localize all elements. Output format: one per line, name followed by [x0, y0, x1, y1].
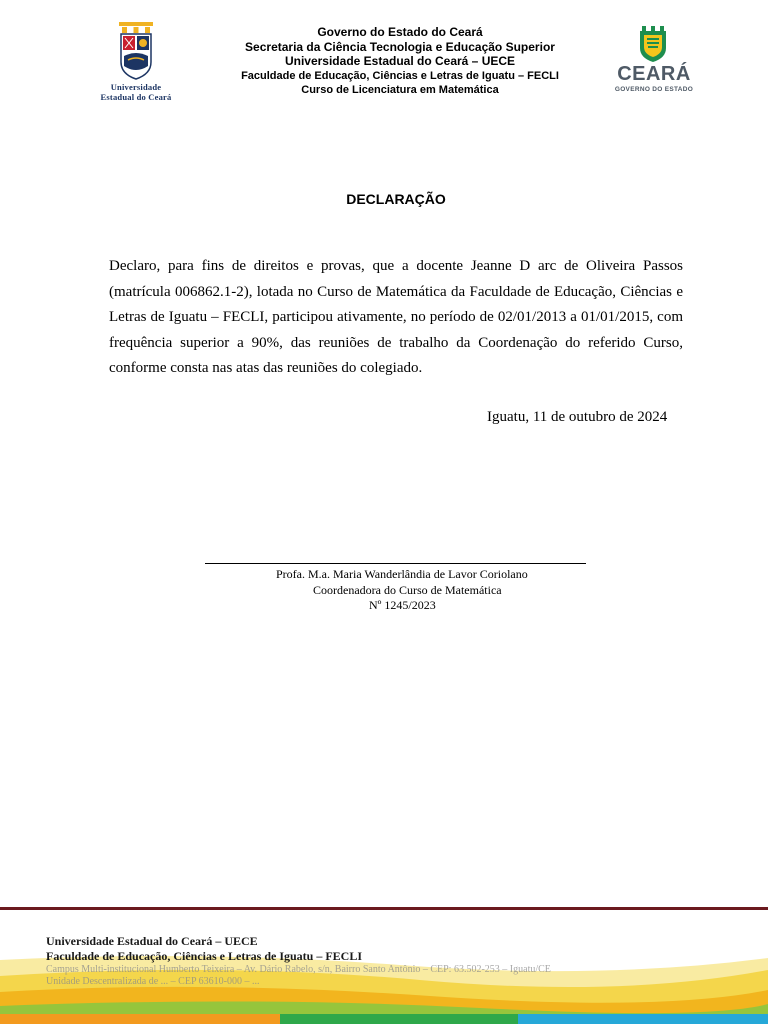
ceara-shield-icon: [639, 26, 667, 62]
letterhead-line-course: Curso de Licenciatura em Matemática: [301, 84, 499, 96]
letterhead-line-faculty: Faculdade de Educação, Ciências e Letras de Iguatu – FECLI: [241, 69, 559, 82]
footer-unit-address: Unidade Descentralizada de ... – CEP 63610-000 – ...: [46, 976, 260, 987]
signature-line: [205, 563, 586, 564]
uece-logo-line2: Estadual do Ceará: [100, 92, 172, 102]
footer-address: [46, 934, 746, 988]
uece-logo-line1: Universidade: [110, 82, 162, 92]
footer-university: Universidade Estadual do Ceará – UECE: [46, 934, 258, 948]
letterhead-line-university: Universidade Estadual do Ceará – UECE: [284, 54, 516, 68]
uece-logo: [88, 22, 184, 102]
ceara-logo: [606, 26, 702, 98]
signatory-role: Coordenadora do Curso de Matemática: [313, 582, 502, 597]
uece-crest-icon: [119, 22, 153, 80]
signatory-number: Nº 1245/2023: [369, 598, 436, 612]
letterhead: [200, 25, 600, 98]
footer-campus-address: Campus Multi-institucional Humberto Teixeira – Av. Dário Rabelo, s/n, Bairro Santo Antônio – CEP: 63.502-253 – Iguatu/CE: [46, 964, 551, 975]
declaration-paragraph: Declaro, para fins de direitos e provas, que a docente Jeanne D arc de Oliveira Passos (matrícula 006862.1-2), lotada no Curso de Matemática da Faculdade de Educação, Ciências e Letras de Iguatu – FECLI, participou ativamente, no período de 02/01/2013 a 01/01/2015, com frequência superior a 90%, das reuniões de trabalho da Coordenação do referido Curso, conforme consta nas atas das reuniões do colegiado.: [109, 258, 683, 376]
signatory-name: Profa. M.a. Maria Wanderlândia de Lavor Coriolano: [276, 567, 528, 581]
place-date: Iguatu, 11 de outubro de 2024: [487, 409, 668, 425]
document-title: DECLARAÇÃO: [346, 191, 446, 207]
footer-faculty: Faculdade de Educação, Ciências e Letras de Iguatu – FECLI: [46, 949, 363, 963]
letterhead-line-secretariat: Secretaria da Ciência Tecnologia e Educação Superior: [245, 39, 555, 54]
ceara-logo-subtitle: GOVERNO DO ESTADO: [614, 86, 694, 93]
ceara-logo-name: CEARÁ: [617, 63, 691, 85]
signature-block: [205, 567, 625, 614]
letterhead-line-government: Governo do Estado do Ceará: [317, 25, 483, 39]
